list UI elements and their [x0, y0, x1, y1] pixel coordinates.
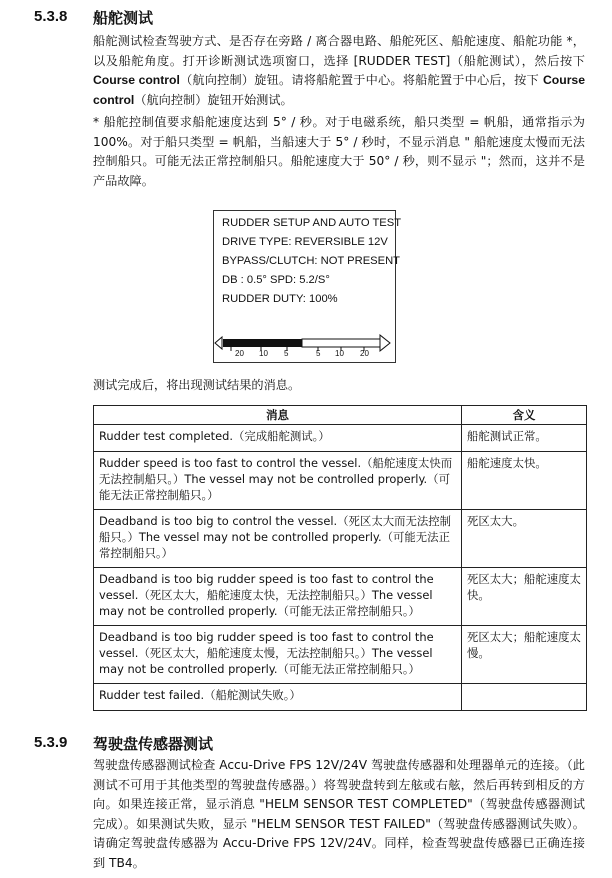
table-row: [94, 568, 587, 626]
section-number: 5.3.8: [34, 8, 68, 25]
scale-label: 10: [259, 349, 268, 358]
table-row: [94, 626, 587, 684]
section-title: 驾驶盘传感器测试: [93, 735, 214, 753]
display-bypass: BYPASS/CLUTCH: NOT PRESENT: [222, 255, 400, 267]
scale-label: 5: [284, 349, 289, 358]
scale-label: 5: [316, 349, 321, 358]
display-drive-type: DRIVE TYPE: REVERSIBLE 12V: [222, 236, 388, 248]
table-header-row: [94, 406, 587, 425]
rudder-test-display: [213, 210, 402, 363]
scale-label: 10: [335, 349, 344, 358]
rudder-bar-right: [302, 339, 380, 347]
rudder-bar-fill-left: [223, 339, 302, 347]
message-cell: Deadband is too big rudder speed is too fast to control the vessel.（死区太大，船舵速度太慢，无法控制船只。）The vessel may not be controlled properly.（可能无法正常控制船只。）: [94, 626, 462, 684]
message-cell: Deadband is too big to control the vessel.（死区太大而无法控制船只。）The vessel may not be controlled properly.（可能无法正常控制船只。）: [94, 510, 462, 568]
table-row: [94, 452, 587, 510]
meaning-cell: 船舵测试正常。: [462, 425, 587, 452]
table-row: [94, 425, 587, 452]
message-cell: Rudder speed is too fast to control the vessel.（船舵速度太快而无法控制船只。）The vessel may not be controlled properly.（可能无法正常控制船只。）: [94, 452, 462, 510]
right-arrow-icon: [380, 335, 390, 351]
section-number: 5.3.9: [34, 734, 68, 751]
message-table: [93, 405, 587, 711]
section-paragraph: 船舵测试检查驾驶方式、是否存在旁路 / 离合器电路、船舵死区、船舵速度、船舵功能 *，以及船舵角度。打开诊断测试选项窗口，选择 [RUDDER TEST]（船舵测试），然后按下 Course control（航向控制）旋钮。请将船舵置于中心。将船舵置于中心后，按下 Course control（航向控制）旋钮开始测试。: [93, 34, 585, 107]
left-arrow-icon: [215, 337, 222, 349]
meaning-cell: 死区太大。: [462, 510, 587, 568]
display-db-spd: DB : 0.5° SPD: 5.2/S°: [222, 274, 330, 286]
table-row: [94, 684, 587, 711]
table-row: [94, 510, 587, 568]
message-cell: Rudder test failed.（船舵测试失败。）: [94, 684, 462, 711]
display-title: RUDDER SETUP AND AUTO TEST: [222, 217, 402, 229]
meaning-cell: [462, 684, 587, 711]
meaning-cell: 死区太大；船舵速度太快。: [462, 568, 587, 626]
scale-label: 20: [235, 349, 244, 358]
header-meaning: 含义: [462, 406, 587, 425]
message-cell: Deadband is too big rudder speed is too fast to control the vessel.（死区太大，船舵速度太快，无法控制船只。）The vessel may not be controlled properly.（可能无法正常控制船只。）: [94, 568, 462, 626]
meaning-cell: 死区太大；船舵速度太慢。: [462, 626, 587, 684]
message-cell: Rudder test completed.（完成船舵测试。）: [94, 425, 462, 452]
meaning-cell: 船舵速度太快。: [462, 452, 587, 510]
after-test-text: 测试完成后，将出现测试结果的消息。: [93, 378, 301, 392]
section-paragraph: 驾驶盘传感器测试检查 Accu-Drive FPS 12V/24V 驾驶盘传感器和处理器单元的连接。（此测试不可用于其他类型的驾驶盘传感器。）将驾驶盘转到左舷或右舷，然后再转到相反的方向。如果连接正常，显示消息 "HELM SENSOR TEST COMPLETED"（驾驶盘传感器测试完成）。如果测试失败，显示 "HELM SENSOR TEST FAILED"（驾驶盘传感器测试失败）。请确定驾驶盘传感器为 Accu-Drive FPS 12V/24V。同样，检查驾驶盘传感器已正确连接到 TB4。: [93, 758, 585, 870]
display-duty: RUDDER DUTY: 100%: [222, 293, 338, 305]
scale-label: 20: [360, 349, 369, 358]
header-message: 消息: [94, 406, 462, 425]
section-title: 船舵测试: [93, 9, 154, 27]
footnote-paragraph: * 船舵控制值要求船舵速度达到 5° / 秒。对于电磁系统，船只类型 = 帆船，通常指示为 100%。对于船只类型 = 帆船，当船速大于 5° / 秒时，不显示消息 " 船舵速度太慢而无法控制船只。可能无法正常控制船只。船舵速度大于 50° / 秒，则不显示 "；然而，这并不是产品故障。: [93, 115, 585, 188]
